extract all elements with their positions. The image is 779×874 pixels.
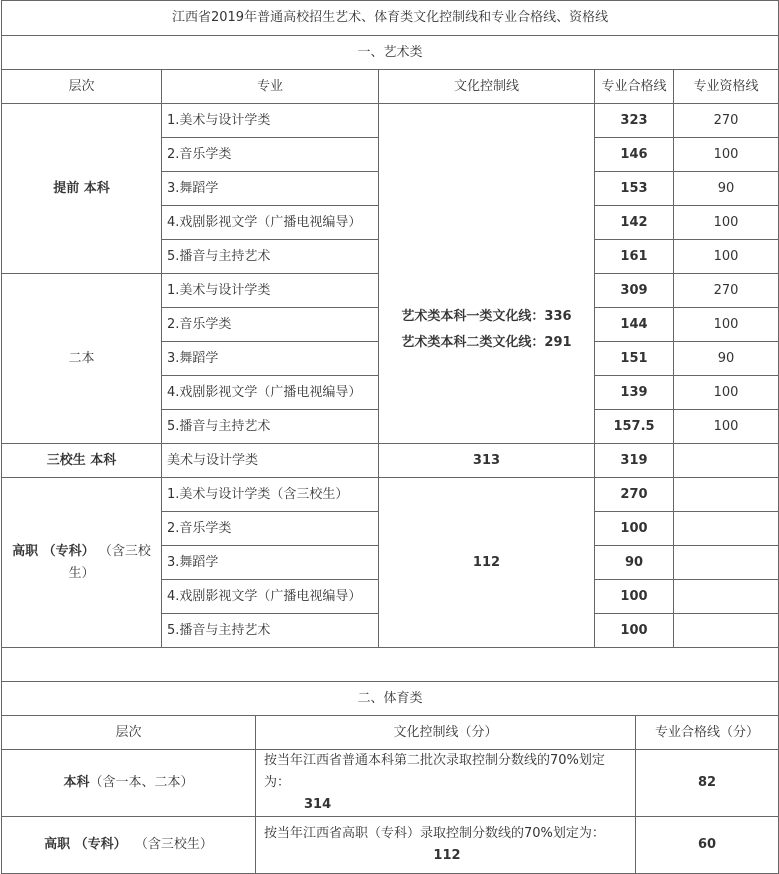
table-row: [2, 104, 779, 138]
pass-cell: 100: [595, 614, 674, 648]
sports-table: [1, 681, 779, 874]
pass-cell: 144: [595, 308, 674, 342]
culture-value: 314: [304, 797, 332, 812]
qual-cell: [674, 444, 779, 478]
major-cell: 2.音乐学类: [162, 308, 379, 342]
major-cell: 5.播音与主持艺术: [162, 240, 379, 274]
major-cell: 4.戏剧影视文学（广播电视编导）: [162, 206, 379, 240]
level-cell: [2, 817, 256, 874]
qual-cell: 90: [674, 342, 779, 376]
major-cell: 4.戏剧影视文学（广播电视编导）: [162, 376, 379, 410]
qual-cell: 100: [674, 376, 779, 410]
major-cell: 2.音乐学类: [162, 512, 379, 546]
qual-cell: 100: [674, 410, 779, 444]
header-pass-line: 专业合格线（分）: [636, 716, 779, 750]
pass-cell: 60: [636, 817, 779, 874]
table-row: [2, 817, 779, 874]
art-header-row: [2, 70, 779, 104]
major-cell: 3.舞蹈学: [162, 546, 379, 580]
culture-line-2: 艺术类本科二类文化线：291: [401, 334, 572, 350]
level-cell: [2, 750, 256, 817]
major-cell: 1.美术与设计学类（含三校生）: [162, 478, 379, 512]
header-level: 层次: [2, 716, 256, 750]
score-table: [1, 0, 779, 682]
header-major: 专业: [162, 70, 379, 104]
culture-text: 按当年江西省普通本科第二批次录取控制分数线的70%划定为：: [264, 753, 605, 790]
qual-cell: 270: [674, 104, 779, 138]
major-cell: 美术与设计学类: [162, 444, 379, 478]
culture-cell: 112: [379, 478, 595, 648]
culture-cell: 313: [379, 444, 595, 478]
pass-cell: 157.5: [595, 410, 674, 444]
major-cell: 2.音乐学类: [162, 138, 379, 172]
level-cell: 提前 本科: [2, 104, 162, 274]
culture-value: 112: [433, 848, 461, 863]
qual-cell: [674, 614, 779, 648]
spacer-row: [2, 648, 779, 682]
level-note: （含三校生）: [134, 837, 213, 852]
sports-header-row: [2, 716, 779, 750]
pass-cell: 146: [595, 138, 674, 172]
culture-line-1: 艺术类本科一类文化线：336: [401, 308, 572, 324]
pass-cell: 151: [595, 342, 674, 376]
level-cell: 二本: [2, 274, 162, 444]
pass-cell: 309: [595, 274, 674, 308]
qual-cell: 100: [674, 206, 779, 240]
level-note: （含三校生）: [68, 543, 151, 581]
level-main: 高职 （专科）: [44, 837, 127, 852]
table-row: [2, 478, 779, 512]
culture-line-cell: [379, 104, 595, 444]
level-note: （含一本、二本）: [89, 775, 194, 790]
qual-cell: 100: [674, 138, 779, 172]
major-cell: 3.舞蹈学: [162, 172, 379, 206]
level-cell: 三校生 本科: [2, 444, 162, 478]
spacer-cell: [2, 648, 779, 682]
header-pass-line: 专业合格线: [595, 70, 674, 104]
pass-cell: 153: [595, 172, 674, 206]
pass-cell: 90: [595, 546, 674, 580]
qual-cell: [674, 580, 779, 614]
pass-cell: 82: [636, 750, 779, 817]
pass-cell: 161: [595, 240, 674, 274]
header-level: 层次: [2, 70, 162, 104]
major-cell: 5.播音与主持艺术: [162, 410, 379, 444]
table-row: [2, 444, 779, 478]
header-culture-line: 文化控制线: [379, 70, 595, 104]
level-cell: [2, 478, 162, 648]
qual-cell: 90: [674, 172, 779, 206]
qual-cell: [674, 478, 779, 512]
culture-cell: [256, 817, 636, 874]
section-title-art: 一、艺术类: [2, 36, 779, 70]
table-row: [2, 750, 779, 817]
qual-cell: 100: [674, 240, 779, 274]
major-cell: 3.舞蹈学: [162, 342, 379, 376]
qual-cell: [674, 546, 779, 580]
table-title: 江西省2019年普通高校招生艺术、体育类文化控制线和专业合格线、资格线: [2, 1, 779, 36]
pass-cell: 323: [595, 104, 674, 138]
level-main: 本科: [63, 775, 90, 790]
qual-cell: 100: [674, 308, 779, 342]
pass-cell: 270: [595, 478, 674, 512]
pass-cell: 142: [595, 206, 674, 240]
qual-cell: 270: [674, 274, 779, 308]
culture-text: 按当年江西省高职（专科）录取控制分数线的70%划定为：: [264, 826, 605, 841]
pass-cell: 139: [595, 376, 674, 410]
header-culture-line: 文化控制线（分）: [256, 716, 636, 750]
major-cell: 4.戏剧影视文学（广播电视编导）: [162, 580, 379, 614]
major-cell: 5.播音与主持艺术: [162, 614, 379, 648]
header-qualification-line: 专业资格线: [674, 70, 779, 104]
section-title-sports: 二、体育类: [2, 682, 779, 716]
level-main: 高职 （专科）: [12, 543, 95, 559]
major-cell: 1.美术与设计学类: [162, 274, 379, 308]
pass-cell: 100: [595, 580, 674, 614]
qual-cell: [674, 512, 779, 546]
pass-cell: 319: [595, 444, 674, 478]
culture-cell: [256, 750, 636, 817]
pass-cell: 100: [595, 512, 674, 546]
major-cell: 1.美术与设计学类: [162, 104, 379, 138]
